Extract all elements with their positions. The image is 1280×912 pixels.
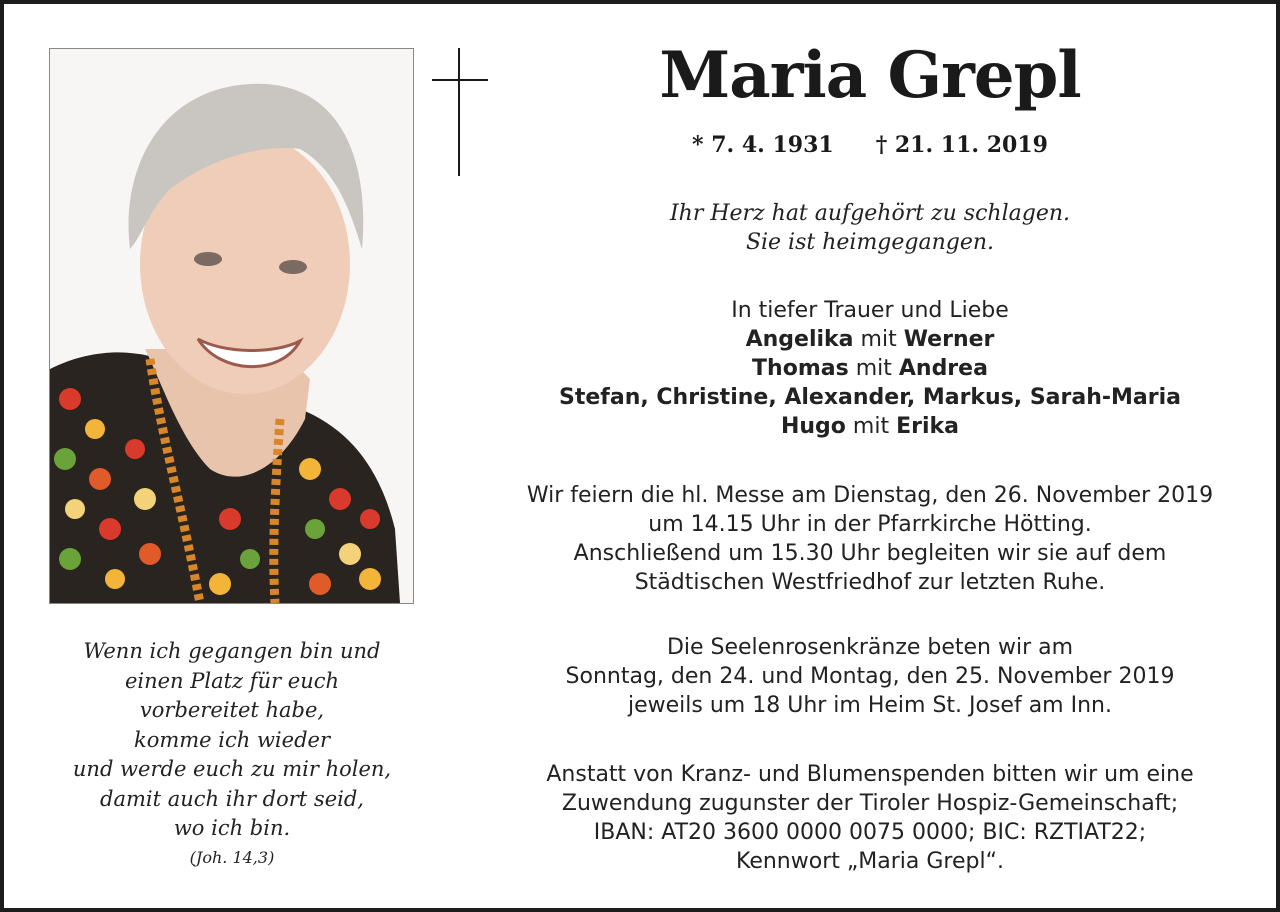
mourner-line: Thomas mit Andrea: [752, 356, 988, 381]
rosary-line: Sonntag, den 24. und Montag, den 25. November 2019: [565, 664, 1175, 689]
poem-line: damit auch ihr dort seid,: [100, 786, 364, 811]
poem-reference: (Joh. 14,3): [189, 847, 275, 867]
mass-info: [494, 481, 1246, 597]
mass-line: um 14.15 Uhr in der Pfarrkirche Hötting.: [648, 512, 1092, 537]
rosary-line: Die Seelenrosenkränze beten wir am: [666, 635, 1074, 660]
donation-line: Anstatt von Kranz- und Blumenspenden bitten wir um eine: [546, 762, 1194, 787]
verse-line: Sie ist heimgegangen.: [745, 230, 995, 255]
mass-line: Städtischen Westfriedhof zur letzten Ruhe.: [634, 570, 1106, 595]
donation-line: IBAN: AT20 3600 0000 0075 0000; BIC: RZTIAT22;: [593, 820, 1147, 845]
poem-line: vorbereitet habe,: [139, 698, 325, 722]
death-date: † 21. 11. 2019: [875, 132, 1048, 158]
deceased-name: Maria Grepl: [659, 38, 1081, 113]
mourners-intro: In tiefer Trauer und Liebe: [731, 298, 1009, 323]
rosary-info: [494, 633, 1246, 720]
bible-poem: [24, 637, 440, 870]
mass-line: Anschließend um 15.30 Uhr begleiten wir sie auf dem: [573, 541, 1167, 566]
poem-line: Wenn ich gegangen bin und: [83, 639, 381, 663]
donation-line: Kennwort „Maria Grepl“.: [736, 849, 1004, 874]
poem-line: wo ich bin.: [173, 816, 291, 840]
donation-line: Zuwendung zugunster der Tiroler Hospiz-Gemeinschaft;: [561, 791, 1179, 816]
mass-line: Wir feiern die hl. Messe am Dienstag, den 26. November 2019: [526, 483, 1214, 508]
mourner-line: Stefan, Christine, Alexander, Markus, Sarah-Maria: [559, 385, 1181, 410]
portrait-photo: [49, 48, 414, 604]
poem-line: einen Platz für euch: [124, 668, 340, 693]
poem-line: komme ich wieder: [133, 727, 330, 752]
mourner-line: Angelika mit Werner: [745, 327, 995, 352]
life-dates: [494, 130, 1246, 160]
verse-line: Ihr Herz hat aufgehört zu schlagen.: [669, 201, 1071, 226]
cross-icon: [432, 48, 488, 178]
donation-info: [494, 760, 1246, 876]
poem-line: und werde euch zu mir holen,: [72, 757, 392, 781]
birth-date: * 7. 4. 1931: [692, 132, 834, 158]
rosary-line: jeweils um 18 Uhr im Heim St. Josef am Inn.: [628, 693, 1112, 718]
mourner-line: Hugo mit Erika: [780, 414, 959, 439]
mourners-list: [494, 296, 1246, 441]
farewell-verse: [494, 199, 1246, 257]
